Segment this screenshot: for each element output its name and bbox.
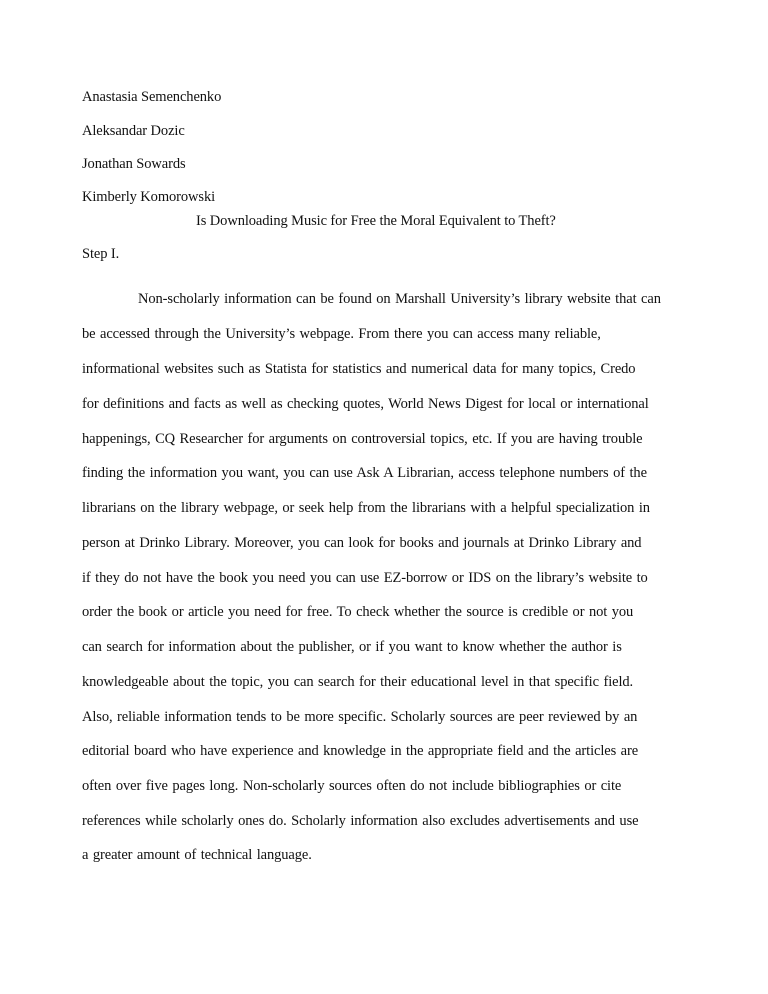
- paragraph-line: order the book or article you need for free. To check whether the source is credible or not you: [82, 604, 634, 620]
- paragraph-line: be accessed through the University’s webpage. From there you can access many reliable,: [82, 326, 601, 342]
- section-heading: Step I.: [82, 246, 120, 262]
- paragraph-line: references while scholarly ones do. Scholarly information also excludes advertisements and use: [82, 813, 639, 829]
- paragraph-line: Non-scholarly information can be found on Marshall University’s library website that can: [138, 291, 661, 307]
- paragraph-line: Also, reliable information tends to be more specific. Scholarly sources are peer reviewed by an: [82, 709, 638, 725]
- paragraph-line: person at Drinko Library. Moreover, you can look for books and journals at Drinko Library and: [82, 535, 642, 551]
- author-name: Jonathan Sowards: [82, 156, 186, 172]
- paragraph-line: editorial board who have experience and knowledge in the appropriate field and the articles are: [82, 743, 639, 759]
- author-name: Kimberly Komorowski: [82, 189, 216, 205]
- author-name: Anastasia Semenchenko: [82, 89, 222, 105]
- paragraph-line: can search for information about the publisher, or if you want to know whether the author is: [82, 639, 622, 655]
- paragraph-line: finding the information you want, you can use Ask A Librarian, access telephone numbers of the: [82, 465, 647, 481]
- paragraph-line: if they do not have the book you need you can use EZ-borrow or IDS on the library’s website to: [82, 570, 648, 586]
- paragraph-line: knowledgeable about the topic, you can search for their educational level in that specific field.: [82, 674, 634, 690]
- document-title: Is Downloading Music for Free the Moral Equivalent to Theft?: [196, 213, 556, 229]
- paragraph-line: happenings, CQ Researcher for arguments on controversial topics, etc. If you are having trouble: [82, 431, 643, 447]
- paragraph-line: a greater amount of technical language.: [82, 847, 312, 863]
- paragraph-line: informational websites such as Statista for statistics and numerical data for many topics, Credo: [82, 361, 636, 377]
- paragraph-line: for definitions and facts as well as checking quotes, World News Digest for local or international: [82, 396, 649, 412]
- paragraph-line: librarians on the library webpage, or seek help from the librarians with a helpful specialization in: [82, 500, 650, 516]
- author-name: Aleksandar Dozic: [82, 123, 185, 139]
- paragraph-line: often over five pages long. Non-scholarly sources often do not include bibliographies or cite: [82, 778, 622, 794]
